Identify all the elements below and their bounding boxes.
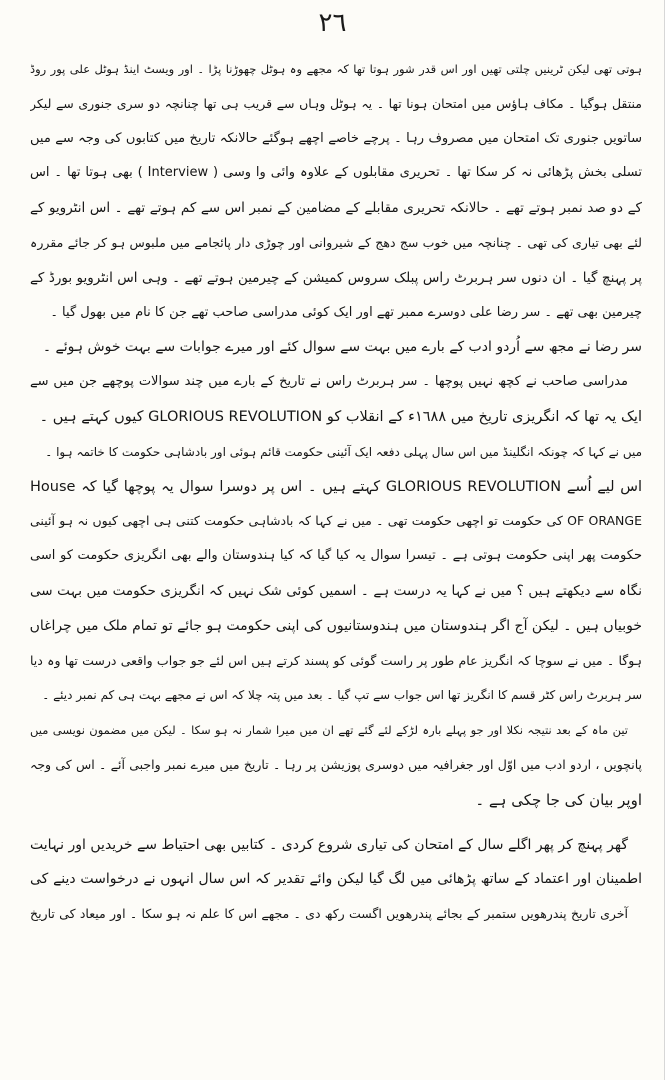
text-line: نگاہ سے دیکھتے ہیں ؟ میں نے کہا یہ درست ہے ۔ اسمیں کوئی شک نہیں کہ انگریزی حکومت میں بہت سی <box>30 582 642 599</box>
text-line: چیرمین بھی تھے ۔ سر رضا علی دوسرے ممبر تھے اور ایک کوئی مدراسی صاحب تھے جن کا نام میں بھول گیا ۔ <box>50 304 642 320</box>
text-line: لئے بھی تیاری کی تھی ۔ چنانچہ میں خوب سج دھج کے شیروانی اور چوڑی دار پائجامے میں ملبوس ہو کر جائے مقررہ <box>30 234 642 250</box>
text-line: تین ماہ کے بعد نتیجہ نکلا اور جو پہلے بارہ لڑکے لئے گئے تھے ان میں میرا شمار نہ ہو سکا ۔ لیکن میں مضمون نویسی میں <box>30 723 628 738</box>
page-number: ٢٦ <box>318 8 347 38</box>
text-line: اس لیے اُسے GLORIOUS REVOLUTION کہتے ہیں ۔ اس پر دوسرا سوال یہ پوچھا گیا کہ House <box>30 478 642 495</box>
text-line: مدراسی صاحب نے کچھ نہیں پوچھا ۔ سر ہربرٹ راس نے تاریخ کے بارے میں چند سوالات پوچھے جن میں سے <box>30 374 628 390</box>
body-text <box>30 52 642 932</box>
text-line: سر رضا نے مجھ سے اُردو ادب کے بارے میں بہت سے سوال کئے اور میرے جوابات سے بہت خوش ہوئے ۔ <box>42 339 642 356</box>
text-line: آخری تاریخ پندرھویں ستمبر کے بجائے پندرھویں اگست رکھ دی ۔ مجھے اس کا علم نہ ہو سکا ۔ اور میعاد کی تاریخ <box>30 906 628 922</box>
text-line: سر ہربرٹ راس کٹر قسم کا انگریز تھا اس جواب سے تپ گیا ۔ بعد میں پتہ چلا کہ اس نے مجھے بہت ہی کم نمبر دیئے ۔ <box>42 688 642 703</box>
text-line: پر پہنچ گیا ۔ ان دنوں سر ہربرٹ راس پبلک سروس کمیشن کے چیرمین ہوتے تھے ۔ وہی اس انٹرویو بورڈ کے <box>30 269 642 286</box>
text-line: ہوتی تھی لیکن ٹرینیں چلتی تھیں اور اس قدر شور ہوتا تھا کہ مجھے وہ ہوٹل چھوڑنا پڑا ۔ اور ویسٹ اینڈ ہوٹل علی پور روڈ <box>30 62 642 76</box>
text-line: ہوگا ۔ میں نے سوچا کہ انگریز عام طور پر راست گوئی کو پسند کرتے ہیں اس لئے جو جواب واقعی درست تھا وہ دیا <box>30 652 642 668</box>
text-line: میں نے کہا کہ چونکہ انگلینڈ میں اس سال پہلی دفعہ ایک آئینی حکومت قائم ہوئی اور بادشاہی حکومت کا خاتمہ ہوا ۔ <box>45 444 642 459</box>
text-line: خوبیاں ہیں ۔ لیکن آج اگر ہندوستان میں ہندوستانیوں کی اپنی حکومت ہو جائے تو تمام ملک میں چراغاں <box>30 617 642 634</box>
text-line: منتقل ہوگیا ۔ مکاف ہاؤس میں امتحان ہونا تھا ۔ یہ ہوٹل وہاں سے قریب ہی تھا چنانچہ دو سری جنوری سے لیکر <box>30 95 642 111</box>
text-line: ایک یہ تھا کہ انگریزی تاریخ میں ١٦٨٨ء کے انقلاب کو GLORIOUS REVOLUTION کیوں کہتے ہیں ۔ <box>39 408 642 425</box>
text-line: پانچویں ، اردو ادب میں اوّل اور جغرافیہ میں دوسری پوزیشن پر رہا ۔ تاریخ میں میرے نمبر واجبی آئے ۔ اس کی وجہ <box>30 756 642 772</box>
paragraph-gap <box>30 818 642 828</box>
text-line: اوپر بیان کی جا چکی ہے ۔ <box>475 790 642 809</box>
text-line: OF ORANGE کی حکومت تو اچھی حکومت تھی ۔ میں نے کہا کہ بادشاہی حکومت کتنی ہی اچھی کیوں نہ ہو آئینی <box>30 513 642 529</box>
text-line: تسلی بخش پڑھائی نہ کر سکا تھا ۔ تحریری مقابلوں کے علاوہ وائی وا وسی ( Interview ) بھی ہوتا تھا ۔ اس <box>30 165 642 181</box>
text-line: ساتویں جنوری تک امتحان میں مصروف رہا ۔ پرچے خاصے اچھے ہوگئے حالانکہ تاریخ میں کتابوں کی وجہ سے میں <box>30 130 642 146</box>
text-line: کے دو صد نمبر ہوتے تھے ۔ حالانکہ تحریری مقابلے کے مضامین کے نمبر اس سے کم ہوتے تھے ۔ اس انٹرویو کے <box>30 200 642 217</box>
text-line: گھر پہنچ کر پھر اگلے سال کے امتحان کی تیاری شروع کردی ۔ کتابیں بھی احتیاط سے خریدیں اور نہایت <box>30 836 628 853</box>
text-line: حکومت پھر اپنی حکومت ہوتی ہے ۔ تیسرا سوال یہ کیا گیا کہ کیا ہندوستان والے بھی انگریزی حکومت کو اسی <box>30 548 642 564</box>
text-line: اطمینان اور اعتماد کے ساتھ پڑھائی میں لگ گیا لیکن وائے تقدیر کہ اس سال انہوں نے درخواست دینے کی <box>30 871 642 888</box>
